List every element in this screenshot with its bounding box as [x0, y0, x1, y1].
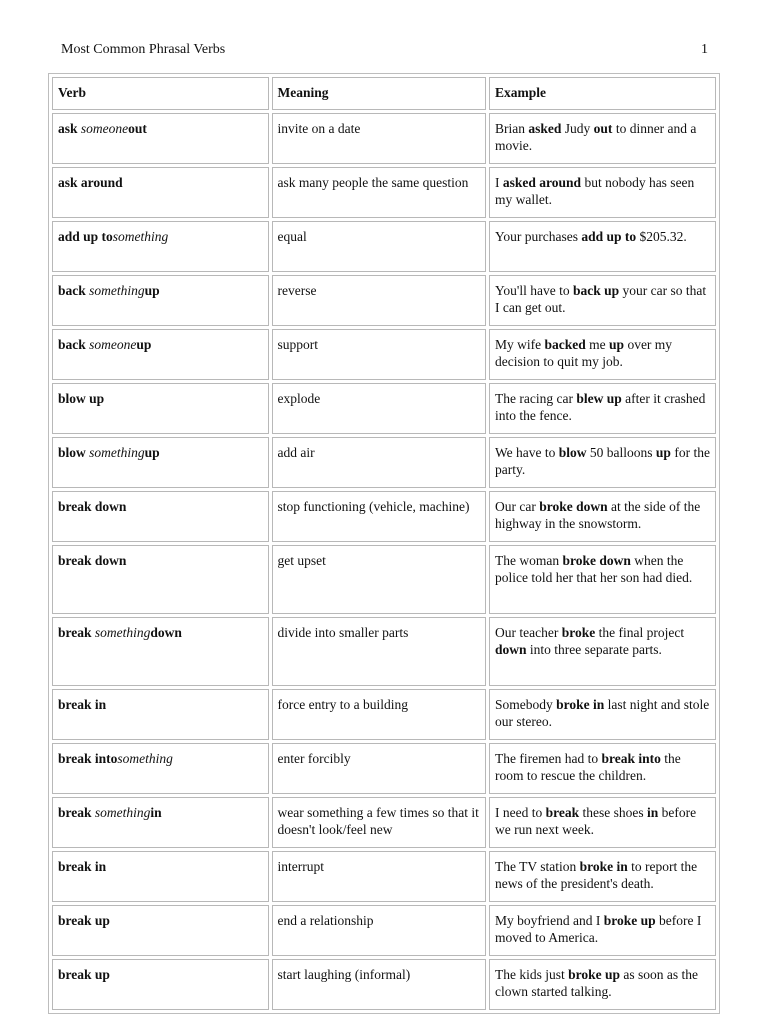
- bold-phrase: blew up: [576, 391, 622, 406]
- meaning-cell: divide into smaller parts: [272, 617, 486, 686]
- text-run: the room to rescue the children.: [495, 751, 681, 783]
- verb-cell: [52, 959, 269, 1010]
- text-run: over my decision to quit my job.: [495, 337, 673, 369]
- example-cell: [489, 221, 716, 272]
- verb-cell: [52, 491, 269, 542]
- bold-phrase: up: [144, 445, 160, 460]
- verb-cell: [52, 383, 269, 434]
- bold-phrase: broke up: [568, 967, 621, 982]
- example-cell: [489, 743, 716, 794]
- meaning-cell: interrupt: [272, 851, 486, 902]
- example-cell: [489, 545, 716, 614]
- table-row: [52, 437, 716, 488]
- example-cell: [489, 797, 716, 848]
- italic-placeholder: someone: [89, 337, 137, 352]
- bold-phrase: break in: [58, 859, 107, 874]
- text-run: I need to: [495, 805, 546, 820]
- verb-cell: [52, 617, 269, 686]
- verb-cell: [52, 797, 269, 848]
- text-run: these shoes: [579, 805, 648, 820]
- example-cell: [489, 905, 716, 956]
- text-run: before I moved to America.: [495, 913, 702, 945]
- bold-phrase: down: [495, 642, 527, 657]
- text-run: The firemen had to: [495, 751, 602, 766]
- table-row: [52, 275, 716, 326]
- table-row: [52, 221, 716, 272]
- bold-phrase: break: [58, 805, 95, 820]
- bold-phrase: in: [647, 805, 659, 820]
- table-header-row: [52, 77, 716, 110]
- text-run: at the side of the highway in the snowstorm.: [495, 499, 701, 531]
- bold-phrase: up: [609, 337, 625, 352]
- meaning-cell: add air: [272, 437, 486, 488]
- text-run: last night and stole our stereo.: [495, 697, 710, 729]
- bold-phrase: broke down: [562, 553, 631, 568]
- bold-phrase: out: [128, 121, 147, 136]
- bold-phrase: add up to: [58, 229, 113, 244]
- table-row: [52, 959, 716, 1010]
- meaning-cell: start laughing (informal): [272, 959, 486, 1010]
- table-row: [52, 797, 716, 848]
- verb-cell: [52, 743, 269, 794]
- example-cell: [489, 617, 716, 686]
- table-row: [52, 167, 716, 218]
- example-cell: [489, 491, 716, 542]
- column-header-meaning: Meaning: [272, 77, 486, 110]
- bold-phrase: broke up: [603, 913, 656, 928]
- bold-phrase: asked: [528, 121, 562, 136]
- meaning-cell: force entry to a building: [272, 689, 486, 740]
- meaning-cell: equal: [272, 221, 486, 272]
- text-run: but nobody has seen my wallet.: [495, 175, 695, 207]
- text-run: the final project: [595, 625, 685, 640]
- italic-placeholder: something: [117, 751, 173, 766]
- text-run: your car so that I can get out.: [495, 283, 707, 315]
- text-run: for the party.: [495, 445, 710, 477]
- bold-phrase: broke in: [579, 859, 628, 874]
- verb-cell: [52, 905, 269, 956]
- text-run: when the police told her that her son had died.: [495, 553, 693, 585]
- bold-phrase: break up: [58, 967, 110, 982]
- italic-placeholder: something: [94, 625, 151, 640]
- text-run: as soon as the clown started talking.: [495, 967, 699, 999]
- bold-phrase: asked around: [502, 175, 582, 190]
- text-run: Our teacher: [495, 625, 562, 640]
- bold-phrase: up: [136, 337, 152, 352]
- italic-placeholder: something: [94, 805, 151, 820]
- verb-cell: [52, 167, 269, 218]
- meaning-cell: explode: [272, 383, 486, 434]
- example-cell: [489, 113, 716, 164]
- page-header: [61, 42, 708, 58]
- text-run: after it crashed into the fence.: [495, 391, 706, 423]
- table-row: [52, 545, 716, 614]
- bold-phrase: broke: [561, 625, 596, 640]
- text-run: $205.32.: [636, 229, 687, 244]
- example-cell: [489, 959, 716, 1010]
- meaning-cell: stop functioning (vehicle, machine): [272, 491, 486, 542]
- phrasal-verbs-table: [48, 73, 720, 1014]
- italic-placeholder: something: [89, 283, 145, 298]
- meaning-cell: invite on a date: [272, 113, 486, 164]
- table-row: [52, 329, 716, 380]
- bold-phrase: back: [58, 337, 90, 352]
- meaning-cell: enter forcibly: [272, 743, 486, 794]
- example-cell: [489, 167, 716, 218]
- example-cell: [489, 851, 716, 902]
- text-run: into three separate parts.: [526, 642, 662, 657]
- text-run: me: [585, 337, 610, 352]
- bold-phrase: blow up: [58, 391, 105, 406]
- verb-cell: [52, 329, 269, 380]
- example-cell: [489, 383, 716, 434]
- text-run: Judy: [561, 121, 594, 136]
- table-row: [52, 383, 716, 434]
- text-run: The kids just: [495, 967, 569, 982]
- text-run: before we run next week.: [495, 805, 697, 837]
- meaning-cell: end a relationship: [272, 905, 486, 956]
- text-run: My wife: [495, 337, 545, 352]
- example-cell: [489, 437, 716, 488]
- text-run: 50 balloons: [586, 445, 656, 460]
- text-run: Somebody: [495, 697, 557, 712]
- text-run: My boyfriend and I: [495, 913, 604, 928]
- text-run: We have to: [495, 445, 559, 460]
- document-title: Most Common Phrasal Verbs: [61, 42, 226, 57]
- table-row: [52, 617, 716, 686]
- text-run: The TV station: [495, 859, 580, 874]
- bold-phrase: break down: [58, 553, 127, 568]
- bold-phrase: blow: [558, 445, 587, 460]
- text-run: The racing car: [495, 391, 577, 406]
- text-run: You'll have to: [495, 283, 573, 298]
- meaning-cell: wear something a few times so that it doesn't look/feel new: [272, 797, 486, 848]
- bold-phrase: blow: [58, 445, 90, 460]
- bold-phrase: break into: [601, 751, 661, 766]
- table-row: [52, 905, 716, 956]
- column-header-example: Example: [489, 77, 716, 110]
- bold-phrase: up: [144, 283, 160, 298]
- bold-phrase: in: [150, 805, 162, 820]
- bold-phrase: break: [58, 625, 95, 640]
- text-run: Your purchases: [495, 229, 582, 244]
- page-number: 1: [701, 42, 708, 57]
- bold-phrase: out: [593, 121, 613, 136]
- bold-phrase: down: [150, 625, 182, 640]
- text-run: Brian: [495, 121, 529, 136]
- bold-phrase: ask around: [58, 175, 123, 190]
- verb-cell: [52, 689, 269, 740]
- bold-phrase: break: [545, 805, 580, 820]
- italic-placeholder: something: [112, 229, 169, 244]
- column-header-verb: Verb: [52, 77, 269, 110]
- meaning-cell: ask many people the same question: [272, 167, 486, 218]
- table-row: [52, 689, 716, 740]
- bold-phrase: break into: [58, 751, 118, 766]
- table-row: [52, 743, 716, 794]
- text-run: The woman: [495, 553, 563, 568]
- bold-phrase: break up: [58, 913, 110, 928]
- bold-phrase: back: [58, 283, 90, 298]
- meaning-cell: reverse: [272, 275, 486, 326]
- verb-cell: [52, 221, 269, 272]
- italic-placeholder: someone: [80, 121, 129, 136]
- text-run: to dinner and a movie.: [495, 121, 697, 153]
- verb-cell: [52, 275, 269, 326]
- example-cell: [489, 689, 716, 740]
- bold-phrase: up: [655, 445, 671, 460]
- bold-phrase: broke down: [539, 499, 608, 514]
- italic-placeholder: something: [89, 445, 145, 460]
- bold-phrase: backed: [544, 337, 586, 352]
- bold-phrase: add up to: [581, 229, 637, 244]
- text-run: Our car: [495, 499, 540, 514]
- table-row: [52, 113, 716, 164]
- verb-cell: [52, 545, 269, 614]
- example-cell: [489, 329, 716, 380]
- bold-phrase: broke in: [556, 697, 605, 712]
- verb-cell: [52, 437, 269, 488]
- table-body: [52, 113, 716, 1010]
- example-cell: [489, 275, 716, 326]
- text-run: I: [495, 175, 503, 190]
- bold-phrase: back up: [572, 283, 620, 298]
- bold-phrase: break down: [58, 499, 127, 514]
- table-row: [52, 491, 716, 542]
- meaning-cell: support: [272, 329, 486, 380]
- verb-cell: [52, 851, 269, 902]
- table-row: [52, 851, 716, 902]
- bold-phrase: break in: [58, 697, 107, 712]
- text-run: to report the news of the president's death.: [495, 859, 698, 891]
- meaning-cell: get upset: [272, 545, 486, 614]
- bold-phrase: ask: [58, 121, 81, 136]
- verb-cell: [52, 113, 269, 164]
